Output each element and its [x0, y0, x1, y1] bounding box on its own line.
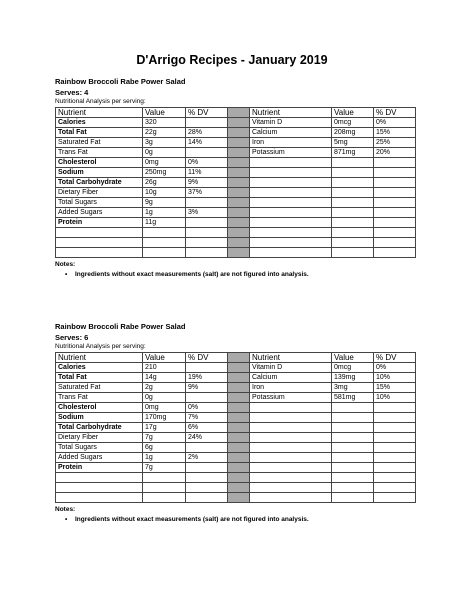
notes-label: Notes: [55, 506, 76, 513]
nutrient-name: Cholesterol [56, 403, 143, 413]
nutrition-table [55, 352, 416, 503]
nutrient-value: 3g [143, 138, 186, 148]
nutrient-name [250, 158, 332, 168]
nutrient-value: 26g [143, 178, 186, 188]
nutrient-name: Sodium [56, 168, 143, 178]
nutrient-dv: 19% [186, 373, 228, 383]
separator-cell [228, 228, 250, 238]
recipe-name: Rainbow Broccoli Rabe Power Salad [55, 77, 186, 86]
separator-cell [228, 483, 250, 493]
bullet-icon: • [65, 516, 68, 523]
separator-cell [228, 198, 250, 208]
table-row [56, 218, 416, 228]
nutrient-value: 0mg [143, 403, 186, 413]
nutrient-name: Cholesterol [56, 158, 143, 168]
nutrient-dv [374, 453, 416, 463]
separator-cell [228, 473, 250, 483]
header-dv: % DV [374, 353, 416, 363]
nutrient-dv [374, 248, 416, 258]
nutrient-value: 581mg [332, 393, 374, 403]
table-row [56, 403, 416, 413]
separator-cell [228, 423, 250, 433]
nutrient-name: Calcium [250, 373, 332, 383]
nutrient-name [56, 228, 143, 238]
table-row [56, 373, 416, 383]
nutrient-dv [186, 148, 228, 158]
nutrient-name: Iron [250, 383, 332, 393]
nutrient-name: Saturated Fat [56, 138, 143, 148]
nutrient-dv [374, 238, 416, 248]
nutrient-name [250, 413, 332, 423]
table-row [56, 463, 416, 473]
header-dv: % DV [186, 108, 228, 118]
table-row [56, 483, 416, 493]
table-row [56, 383, 416, 393]
nutrient-value: 7g [143, 463, 186, 473]
nutrient-dv [186, 483, 228, 493]
separator-cell [228, 353, 250, 363]
separator-cell [228, 208, 250, 218]
note-text: Ingredients without exact measurements (salt) are not figured into analysis. [75, 516, 309, 523]
bullet-icon: • [65, 271, 68, 278]
nutrient-value [332, 483, 374, 493]
table-row [56, 443, 416, 453]
nutrient-dv: 2% [186, 453, 228, 463]
table-row [56, 238, 416, 248]
nutrient-value [332, 198, 374, 208]
nutrient-dv [186, 248, 228, 258]
separator-cell [228, 463, 250, 473]
header-value: Value [332, 108, 374, 118]
nutrient-value [143, 238, 186, 248]
nutrient-dv [374, 178, 416, 188]
nutrient-value [143, 248, 186, 258]
nutrient-dv [186, 473, 228, 483]
nutrient-name [250, 168, 332, 178]
nutrient-name: Total Fat [56, 128, 143, 138]
notes [55, 506, 415, 524]
nutrient-value [143, 228, 186, 238]
recipe-name: Rainbow Broccoli Rabe Power Salad [55, 322, 186, 331]
separator-cell [228, 443, 250, 453]
nutrient-name [56, 238, 143, 248]
nutrient-dv: 14% [186, 138, 228, 148]
nutrient-value: 7g [143, 433, 186, 443]
page-title: D'Arrigo Recipes - January 2019 [136, 53, 328, 67]
nutrient-name [56, 473, 143, 483]
nutrient-name: Added Sugars [56, 453, 143, 463]
nutrient-value: 0mcg [332, 363, 374, 373]
separator-cell [228, 188, 250, 198]
nutrient-dv [186, 118, 228, 128]
nutrient-value [332, 453, 374, 463]
nutrient-value: 6g [143, 443, 186, 453]
nutrient-name [56, 493, 143, 503]
nutrient-value [143, 473, 186, 483]
nutrient-name: Dietary Fiber [56, 433, 143, 443]
table-row [56, 493, 416, 503]
nutrient-value: 9g [143, 198, 186, 208]
table-row [56, 248, 416, 258]
notes-label: Notes: [55, 261, 76, 268]
table-row [56, 168, 416, 178]
separator-cell [228, 238, 250, 248]
nutrient-value: 170mg [143, 413, 186, 423]
nutrient-name: Vitamin D [250, 363, 332, 373]
note-item [65, 516, 415, 524]
header-nutrient: Nutrient [56, 108, 143, 118]
nutrient-value [332, 168, 374, 178]
separator-cell [228, 403, 250, 413]
nutrient-name: Dietary Fiber [56, 188, 143, 198]
nutrient-value [332, 188, 374, 198]
nutrient-dv: 9% [186, 383, 228, 393]
header-value: Value [143, 353, 186, 363]
nutrient-name: Sodium [56, 413, 143, 423]
nutrient-name [250, 483, 332, 493]
table-row [56, 178, 416, 188]
nutrient-name [250, 453, 332, 463]
table-row [56, 118, 416, 128]
nutrient-name: Total Sugars [56, 443, 143, 453]
nutrient-value: 208mg [332, 128, 374, 138]
nutrient-dv: 9% [186, 178, 228, 188]
nutrient-value [332, 463, 374, 473]
separator-cell [228, 413, 250, 423]
nutrient-dv [374, 188, 416, 198]
nutrient-dv [374, 158, 416, 168]
nutrient-value [332, 473, 374, 483]
nutrient-dv [186, 393, 228, 403]
nutrient-value: 250mg [143, 168, 186, 178]
separator-cell [228, 433, 250, 443]
nutrient-value: 3mg [332, 383, 374, 393]
nutrient-name: Trans Fat [56, 148, 143, 158]
header-dv: % DV [374, 108, 416, 118]
nutrient-dv [186, 363, 228, 373]
recipe-section-serves-4 [55, 77, 415, 279]
nutrient-value [332, 238, 374, 248]
nutrient-dv [374, 228, 416, 238]
nutrient-dv: 0% [374, 118, 416, 128]
nutrient-value: 17g [143, 423, 186, 433]
nutrient-name: Calcium [250, 128, 332, 138]
header-nutrient: Nutrient [250, 353, 332, 363]
nutrient-value [143, 483, 186, 493]
nutrient-dv: 37% [186, 188, 228, 198]
table-row [56, 363, 416, 373]
nutrient-value: 1g [143, 208, 186, 218]
nutrient-dv: 24% [186, 433, 228, 443]
separator-cell [228, 218, 250, 228]
nutrient-dv [186, 443, 228, 453]
nutrient-name [250, 248, 332, 258]
nutrient-dv: 10% [374, 393, 416, 403]
nutrient-value [332, 208, 374, 218]
table-header-row [56, 353, 416, 363]
nutrient-dv: 11% [186, 168, 228, 178]
nutrient-value [143, 493, 186, 503]
nutrient-name [56, 248, 143, 258]
separator-cell [228, 248, 250, 258]
table-row [56, 208, 416, 218]
table-header-row [56, 108, 416, 118]
separator-cell [228, 168, 250, 178]
nutrient-value [332, 178, 374, 188]
nutrient-value: 22g [143, 128, 186, 138]
nutrient-value: 320 [143, 118, 186, 128]
nutrient-dv: 7% [186, 413, 228, 423]
table-row [56, 128, 416, 138]
nutrient-dv: 15% [374, 128, 416, 138]
header-value: Value [143, 108, 186, 118]
nutrient-name [250, 473, 332, 483]
nutrient-value: 871mg [332, 148, 374, 158]
nutrient-name: Total Carbohydrate [56, 178, 143, 188]
nutrient-value: 139mg [332, 373, 374, 383]
nutrient-name [250, 208, 332, 218]
nutrient-name: Vitamin D [250, 118, 332, 128]
separator-cell [228, 373, 250, 383]
serves-label: Serves: 4 [55, 88, 89, 97]
nutrient-dv [374, 423, 416, 433]
nutrient-dv: 0% [186, 158, 228, 168]
nutrient-dv [374, 218, 416, 228]
nutrient-value [332, 423, 374, 433]
nutrient-name: Iron [250, 138, 332, 148]
nutrient-dv [186, 238, 228, 248]
separator-cell [228, 118, 250, 128]
table-row [56, 228, 416, 238]
separator-cell [228, 108, 250, 118]
nutrient-name [56, 483, 143, 493]
nutrient-name [250, 403, 332, 413]
nutrient-dv [186, 493, 228, 503]
nutrient-value: 210 [143, 363, 186, 373]
nutrient-name [250, 178, 332, 188]
nutrient-name [250, 198, 332, 208]
nutrient-dv: 6% [186, 423, 228, 433]
nutrient-value [332, 158, 374, 168]
nutrient-value: 0mcg [332, 118, 374, 128]
nutrient-dv: 20% [374, 148, 416, 158]
nutrient-value [332, 413, 374, 423]
nutrient-name [250, 238, 332, 248]
nutrient-name: Total Carbohydrate [56, 423, 143, 433]
table-row [56, 413, 416, 423]
table-row [56, 433, 416, 443]
nutrient-dv: 0% [186, 403, 228, 413]
nutrient-dv [374, 433, 416, 443]
nutrient-name [250, 218, 332, 228]
nutrient-name [250, 463, 332, 473]
table-row [56, 473, 416, 483]
separator-cell [228, 148, 250, 158]
nutrient-dv: 25% [374, 138, 416, 148]
nutrient-dv [186, 463, 228, 473]
table-row [56, 138, 416, 148]
separator-cell [228, 128, 250, 138]
separator-cell [228, 158, 250, 168]
nutrient-name: Total Fat [56, 373, 143, 383]
table-row [56, 393, 416, 403]
table-row [56, 148, 416, 158]
nutrient-dv: 15% [374, 383, 416, 393]
table-row [56, 198, 416, 208]
nutrient-dv: 0% [374, 363, 416, 373]
nutrient-name: Trans Fat [56, 393, 143, 403]
nutrient-dv [374, 403, 416, 413]
nutrient-value [332, 493, 374, 503]
header-nutrient: Nutrient [250, 108, 332, 118]
nutrient-value: 0g [143, 393, 186, 403]
separator-cell [228, 178, 250, 188]
nutrient-dv [186, 218, 228, 228]
nutrient-value: 1g [143, 453, 186, 463]
analysis-label: Nutritional Analysis per serving: [55, 343, 146, 350]
nutrient-dv [374, 168, 416, 178]
nutrient-dv [374, 413, 416, 423]
note-text: Ingredients without exact measurements (salt) are not figured into analysis. [75, 271, 309, 278]
table-row [56, 453, 416, 463]
table-row [56, 423, 416, 433]
nutrient-name [250, 443, 332, 453]
nutrient-value [332, 433, 374, 443]
serves-label: Serves: 6 [55, 333, 89, 342]
nutrient-name [250, 433, 332, 443]
nutrient-value: 0mg [143, 158, 186, 168]
nutrient-value [332, 218, 374, 228]
nutrient-name: Calories [56, 118, 143, 128]
separator-cell [228, 363, 250, 373]
nutrient-name: Potassium [250, 148, 332, 158]
note-item [65, 271, 415, 279]
nutrient-value: 10g [143, 188, 186, 198]
table-row [56, 188, 416, 198]
nutrient-dv [374, 493, 416, 503]
nutrient-dv [374, 208, 416, 218]
nutrient-value: 14g [143, 373, 186, 383]
nutrient-dv [374, 443, 416, 453]
nutrition-table [55, 107, 416, 258]
table-row [56, 158, 416, 168]
nutrient-value [332, 248, 374, 258]
nutrient-name [250, 493, 332, 503]
nutrient-value: 0g [143, 148, 186, 158]
nutrient-name: Total Sugars [56, 198, 143, 208]
nutrient-name: Protein [56, 463, 143, 473]
nutrient-name: Saturated Fat [56, 383, 143, 393]
nutrient-name [250, 188, 332, 198]
nutrient-value [332, 443, 374, 453]
separator-cell [228, 138, 250, 148]
nutrient-name: Added Sugars [56, 208, 143, 218]
header-value: Value [332, 353, 374, 363]
nutrient-value: 11g [143, 218, 186, 228]
recipe-section-serves-6 [55, 322, 415, 524]
header-nutrient: Nutrient [56, 353, 143, 363]
header-dv: % DV [186, 353, 228, 363]
nutrient-value: 2g [143, 383, 186, 393]
nutrient-dv [186, 228, 228, 238]
nutrient-dv [186, 198, 228, 208]
separator-cell [228, 453, 250, 463]
nutrient-dv: 28% [186, 128, 228, 138]
nutrient-dv [374, 198, 416, 208]
separator-cell [228, 383, 250, 393]
nutrient-dv [374, 483, 416, 493]
nutrient-name [250, 228, 332, 238]
nutrient-dv: 3% [186, 208, 228, 218]
nutrient-dv [374, 463, 416, 473]
nutrient-name: Potassium [250, 393, 332, 403]
nutrient-name [250, 423, 332, 433]
nutrient-value [332, 228, 374, 238]
analysis-label: Nutritional Analysis per serving: [55, 98, 146, 105]
separator-cell [228, 493, 250, 503]
nutrient-value [332, 403, 374, 413]
nutrient-dv: 10% [374, 373, 416, 383]
notes [55, 261, 415, 279]
nutrient-value: 5mg [332, 138, 374, 148]
nutrient-name: Calories [56, 363, 143, 373]
separator-cell [228, 393, 250, 403]
nutrient-dv [374, 473, 416, 483]
nutrient-name: Protein [56, 218, 143, 228]
